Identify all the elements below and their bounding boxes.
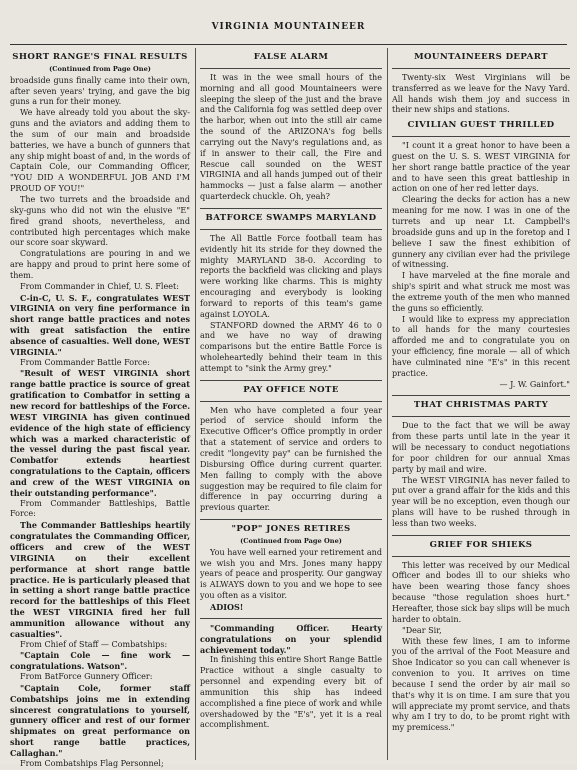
paragraph: This letter was received by our Medical Officer and bodes ill to our shieks who have been wearing those fancy shoes because "those regulation shoes hurt." Hereafter, those sick bay slips will be much harder to obtain. [392,560,570,624]
article-heading: THAT CHRISTMAS PARTY [413,400,549,411]
divider [392,136,570,137]
article-heading: GRIEF FOR SHIEKS [429,539,533,550]
paragraph: With these few lines, I am to informe you of the arrival of the Foot Measure and Shoe Indicator so you can call whenever is convenion to you. It arrives on time because I send the order by air mail so that's why it is on time. I am sure that you will appreciate my promt service, and thats why am I try to do, to be promt right with my premicess." [392,636,570,733]
column-divider [195,48,196,760]
divider [200,68,382,69]
paragraph: "Captain Cole — fine work — congratulations. Watson". [10,650,190,672]
signature: — J. W. Gainfort." [499,379,570,389]
paragraph: From Commander Battle Force: [20,357,150,367]
paragraph: Twenty-six West Virginians will be transferred as we leave for the Navy Yard. All hands wish them joy and success in their new ships and stations. [392,72,570,115]
paragraph: Due to the fact that we will be away from these parts until late in the year it will be necessary to conduct negotiations for poor children for our annual Xmas party by mail and wire. [392,421,570,474]
article-subheading: (Continued from Page One) [49,64,151,73]
paragraph: Men who have completed a four year period of service should inform the Executive Officer's Office promptly in order that a statement of service and orders to credit "longevity pay" can be furnished the Disbursing Office during current quarter. Men failing to comply with the above suggestion may be required to file claim for difference in pay occurring during a previous quarter. [200,405,382,513]
paragraph: From Commander Battleships, Battle Force: [10,498,190,519]
paragraph: From Commander in Chief, U. S. Fleet: [20,281,179,291]
paragraph: We have already told you about the sky-guns and the aviators and adding them to the sum of our main and broadside batteries, we have a bunch of gunners that any ship might boast of and, in the words of Captain Cole, our Commanding Officer, "YOU DID A WONDERFUL JOB AND I'M PROUD OF YOU!" [10,108,190,194]
divider [392,416,570,417]
paragraph: Congratulations are pouring in and we are happy and proud to print here some of them. [10,249,190,280]
column-middle [200,48,382,760]
masthead: VIRGINIA MOUNTAINEER [211,22,366,32]
article-heading: CIVILIAN GUEST THRILLED [407,120,555,131]
paragraph: "Commanding Officer. Hearty congratulations on your splendid achievement today." [200,622,382,655]
paragraph: The All Battle Force football team has evidently hit its stride for they downed the mighty MARYLAND 38-0. According to reports the backfield was clicking and plays were working like charms. This is mighty encouraging and everybody is looking forward to reports of this team's game against LOYOLA. [200,233,382,319]
paragraph: From Chief of Staff — Combatships: [20,639,168,649]
paragraph: It was in the wee small hours of the morning and all good Mountaineers were sleeping the sleep of the just and the brave and the California fog was settled deep over the harbor, when out into the still air came the sound of the ARIZONA's fog bells carrying out the Navy's regulations and, as if in answer to their call, the Fire and Rescue call sounded on the WEST VIRGINIA and all hands jumped out of their hammocks — just a false alarm — another quarterdeck chuckle. Oh, yeah? [200,72,382,202]
divider [392,556,570,557]
divider [392,535,570,536]
paragraph: "Dear Sir, [402,625,442,635]
column-right [392,48,570,760]
divider [200,519,382,520]
article-subheading: (Continued from Page One) [240,536,342,545]
divider [200,401,382,402]
paragraph: From Combatships Flag Personnel; [20,758,164,768]
article-heading: MOUNTAINEERS DEPART [414,52,548,62]
paragraph: "Captain Cole, former staff Combatships joins me in extending sincerest congratulations to yourself, gunnery officer and rest of our former shipmates on great performance on short range battle practices, Callaghan." [10,682,190,758]
article-heading: SHORT RANGE'S FINAL RESULTS [12,52,188,62]
paragraph: "I count it a great honor to have been a guest on the U. S. S. WEST VIRGINIA for her short range battle practice of the year and to have seen this great battleship in action on one of her red letter days. [392,141,570,194]
divider [392,68,570,69]
article-heading: BATFORCE SWAMPS MARYLAND [205,212,377,223]
article-heading: "POP" JONES RETIRES [231,524,351,535]
divider [392,395,570,396]
column-left [10,48,190,768]
paragraph: I would like to express my appreciation to all hands for the many courtesies afforded me and to congratulate you on your efficiency, fine morale — all of which have culminated nine "E's" in this recent practice. [392,314,570,378]
paragraph: The Commander Battleships heartily congratulates the Commanding Officer, officers and crew of the WEST VIRGINIA on their excellent performance at short range battle practice. He is particularly pleased that in setting a short range battle practice record for the battleships of this Fleet the WEST VIRGINIA fired her full ammunition allowance without any casualties". [10,520,190,639]
divider [200,229,382,230]
paragraph: STANFORD downed the ARMY 46 to 0 and we have no way of drawing comparisons but the entire Battle Force is wholeheartedly behind their team in this attempt to "sink the Army grey." [200,320,382,373]
column-divider [387,48,388,760]
divider [200,380,382,381]
paragraph: The two turrets and the broadside and sky-guns who did not win the elusive "E" fired grand shoots, nevertheless, and contributed high percentages which make our score soar skyward. [10,194,190,248]
paragraph: Clearing the decks for action has a new meaning for me now. I was in one of the turrets and up near Lt. Campbell's broadside guns and up in the foretop and I believe I saw the finest exhibition of gunnery any civilian ever had the privilege of witnessing. [392,195,570,270]
paragraph: broadside guns finally came into their own, after seven years' trying, and gave the big guns a run for their money. [10,75,190,107]
article-heading: FALSE ALARM [253,52,329,62]
paragraph: In finishing this entire Short Range Battle Practice without a single casualty to personnel and expending every bit of ammunition this ship has indeed accomplished a fine piece of work and while overshadowed by the "E's", yet it is a real accomplishment. [200,655,382,730]
paragraph: C-in-C, U. S. F., congratulates WEST VIRGINIA on very fine performance in short range battle practices and notes with great satisfaction the entire absence of casualties. Well done, WEST VIRGINIA." [10,292,190,357]
article-heading: PAY OFFICE NOTE [243,384,339,395]
paragraph: You have well earned your retirement and we wish you and Mrs. Jones many happy years of peace and prosperity. Our gangway is ALWAYS down to you and we hope to see you often as a visitor. [200,547,382,601]
paragraph: ADIOS! [210,601,244,612]
paragraph: "Result of WEST VIRGINIA short range battle practice is source of great gratification to Combatfor in setting a new record for battleships of the Force. WEST VIRGINIA has given continued evidence of the high state of efficiency which was a marked characteristic of the vessel during the past fiscal year. Combatfor extends heartiest congratulations to the Captain, officers and crew of the WEST VIRGINIA on their outstanding performance". [10,368,190,498]
paragraph: I have marveled at the fine morale and ship's spirit and what struck me most was the extreme youth of the men who manned the guns so efficiently. [392,271,570,313]
divider [200,618,382,619]
paragraph: From BatForce Gunnery Officer: [20,672,153,682]
masthead-rule [10,44,567,45]
divider [200,208,382,209]
paragraph: The WEST VIRGINIA has never failed to put over a grand affair for the kids and this year will be no exception, even though our plans will have to be rushed through in less than two weeks. [392,475,570,528]
